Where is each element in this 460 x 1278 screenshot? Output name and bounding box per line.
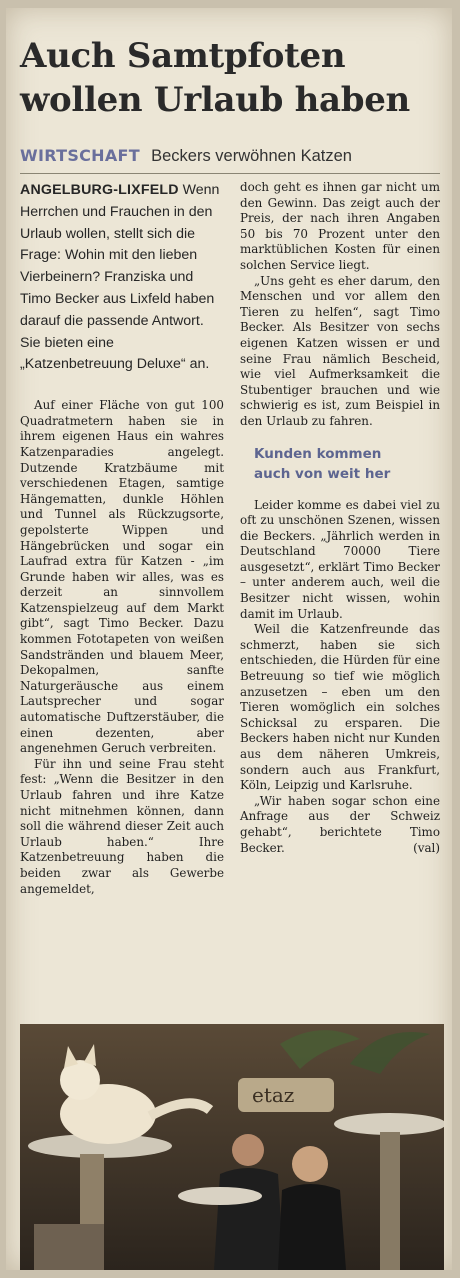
cat-tree-platform (178, 1187, 262, 1205)
crosshead-line-2: auch von weit her (254, 465, 391, 482)
dateline: ANGELBURG-LIXFELD (20, 182, 179, 198)
crosshead (254, 444, 440, 484)
person-head (292, 1146, 328, 1182)
body-paragraph: „Uns geht es eher darum, den Menschen und vor allem den Tieren zu helfen“, sagt Timo Becker. Als Besitzer von sechs eigenen Katzen wissen er und seine Frau nämlich Bescheid, wie viel Aufmerksamkeit die Stubentiger brauchen und wie schwierig es ist, zum Beispiel in den Urlaub zu fahren. (240, 273, 440, 428)
lead-text: Wenn Herrchen und Frauchen in den Urlaub wollen, stellt sich die Frage: Wohin mit den lieben Vierbeinern? Franziska und Timo Becker aus Lixfeld haben darauf die passende Antwort. Sie bieten eine „Katzenbetreuung Deluxe“ an. (20, 182, 220, 373)
body-left (20, 398, 224, 897)
section-kicker: WIRTSCHAFT (20, 146, 140, 165)
headline (20, 34, 440, 122)
cat-tree-base (34, 1224, 104, 1270)
column-right (240, 180, 440, 856)
crosshead-line-1: Kunden kommen (254, 445, 382, 462)
divider (20, 173, 440, 174)
body-paragraph: Leider komme es dabei viel zu oft zu unschönen Szenen, wissen die Beckers. „Jährlich werden in Deutschland 70000 Tiere ausgesetzt“, erklärt Timo Becker – unter anderem auch, weil die Besitzer nicht wissen, wohin damit im Urlaub. (240, 497, 440, 621)
lead-paragraph (20, 180, 224, 376)
body-right-top (240, 180, 440, 430)
subheadline: Beckers verwöhnen Katzen (151, 147, 352, 165)
body-right-bottom (240, 498, 440, 857)
body-paragraph: Auf einer Fläche von gut 100 Quadratmetern haben sie in ihrem eigenen Haus ein wahres Katzenparadies angelegt. Dutzende Kratzbäume mit verschiedenen Etagen, samtige Hängematten, dunkle Höhlen und Tunnel als Rückzugsorte, gepolsterte Wippen und Hängebrücken und sogar ein Laufrad extra für Katzen - „im Grunde haben wir alles, was es derzeit an sinnvollem Katzenspielzeug auf dem Markt gibt“, sagt Timo Becker. Dazu kommen Fototapeten von weißen Sandstränden und blauem Meer, Dekopalmen, sanfte Naturgeräusche aus einem Lautsprecher und sogar automatische Duftzerstäuber, die einen dezenten, aber angenehmen Geruch verbreiten. (20, 398, 224, 756)
newspaper-clipping (6, 8, 452, 1270)
body-paragraph: doch geht es ihnen gar nicht um den Gewinn. Das zeigt auch der Preis, der nach ihren Angaben 50 bis 70 Prozent unter den marktüblichen Kosten für einen solchen Service liegt. (240, 180, 440, 272)
cat-tree-platform (334, 1113, 444, 1135)
closing-text: „Wir haben sogar schon eine Anfrage aus der Schweiz gehabt“, berichtete Timo Becker. (240, 793, 440, 855)
cat-tree-post (380, 1132, 400, 1270)
headline-line-2: wollen Urlaub haben (20, 80, 410, 120)
column-left (20, 180, 224, 897)
body-paragraph (240, 794, 440, 856)
sign-text: etaz (252, 1083, 295, 1107)
kicker-row (20, 146, 440, 166)
person-shirt (214, 1168, 284, 1270)
headline-line-1: Auch Samtpfoten (20, 36, 346, 76)
person-shirt (278, 1184, 346, 1270)
article-photo (20, 1024, 444, 1270)
body-paragraph: Für ihn und seine Frau steht fest: „Wenn die Besitzer in den Urlaub fahren und ihre Katze nicht mitnehmen können, dann soll die während dieser Zeit auch Urlaub haben.“ Ihre Katzenbetreuung haben die beiden zwar als Gewerbe angemeldet, (20, 756, 224, 896)
body-paragraph: Weil die Katzenfreunde das schmerzt, haben sie sich entschieden, die Hürden für eine Betreuung so tief wie möglich anzusetzen – eben um den Tieren womöglich ein solches Schicksal zu ersparen. Die Beckers haben nicht nur Kunden aus dem näheren Umkreis, sondern auch aus Frankfurt, Köln, Leipzig und Karlsruhe. (240, 622, 440, 793)
byline: (val) (413, 840, 440, 855)
photo-illustration (20, 1024, 444, 1270)
person-head (232, 1134, 264, 1166)
